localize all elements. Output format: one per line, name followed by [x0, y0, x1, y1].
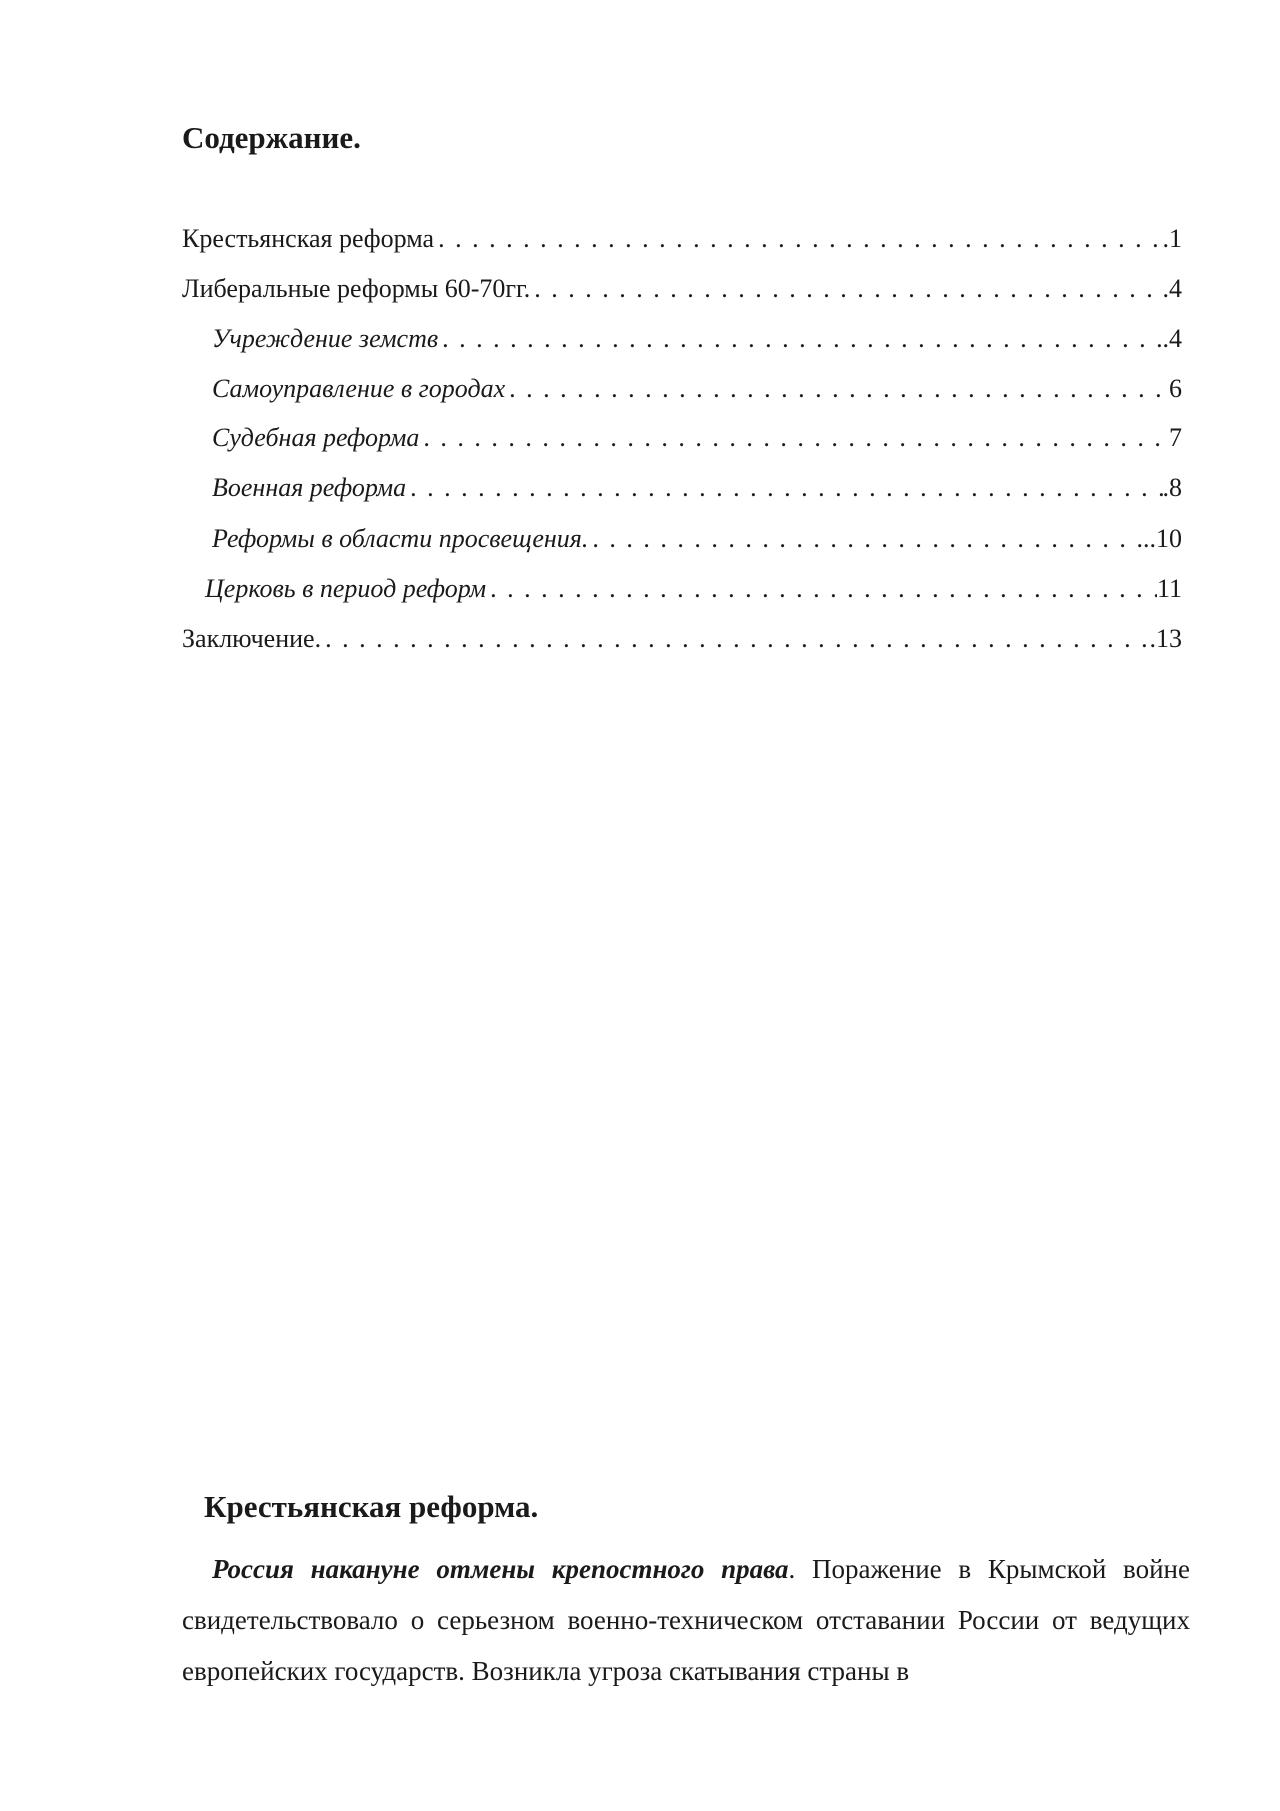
toc-entry-page: 11 — [1156, 574, 1182, 603]
toc-entry-label: Учреждение земств — [212, 324, 439, 353]
toc-dot-leader — [486, 572, 1157, 606]
toc-entry[interactable] — [182, 272, 1182, 306]
toc-dot-leader — [530, 272, 1162, 306]
toc-entry-label: Судебная реформа — [212, 423, 420, 452]
section-title: Крестьянская реформа. — [204, 1489, 539, 1524]
toc-entry-page: ...10 — [1136, 524, 1182, 553]
toc-entry-label: Самоуправление в городах — [212, 374, 506, 403]
toc-entry-page: 7 — [1169, 423, 1182, 452]
paragraph-text: . Поражение в Крымской войне свидетельствовало о серьезном военно-техническом отставании России от ведущих европейских государств. Возникла угроза скатывания страны в — [182, 1554, 1190, 1686]
toc-dot-leader — [438, 322, 1162, 356]
paragraph-lead: Россия накануне отмены крепостного права — [212, 1554, 789, 1584]
toc-dot-leader — [434, 222, 1162, 256]
toc-title: Содержание. — [182, 120, 361, 155]
section-paragraph — [182, 1544, 1190, 1697]
toc-entry-page: .4 — [1162, 274, 1182, 303]
toc-dot-leader — [588, 522, 1136, 556]
toc-entry-page: .4 — [1162, 324, 1182, 353]
toc-entry-label: Заключение. — [182, 624, 322, 653]
toc-subentry[interactable] — [212, 322, 1182, 356]
toc-entry-page: .13 — [1149, 624, 1182, 653]
toc-subentry[interactable] — [212, 372, 1182, 406]
toc-entry-label: Либеральные реформы 60-70гг. — [182, 274, 531, 303]
toc-entry-label: Крестьянская реформа — [182, 224, 435, 253]
toc-entry-label: Реформы в области просвещения. — [212, 524, 589, 553]
toc-subentry[interactable] — [205, 572, 1182, 606]
toc-dot-leader — [505, 372, 1169, 406]
toc-dot-leader — [406, 471, 1162, 505]
toc-dot-leader — [419, 421, 1169, 455]
toc-subentry[interactable] — [212, 471, 1182, 505]
toc-entry-page: 6 — [1169, 374, 1182, 403]
toc-entry-page: .8 — [1162, 473, 1182, 502]
toc-subentry[interactable] — [212, 421, 1182, 455]
toc-entry-label: Военная реформа — [212, 473, 407, 502]
toc-subentry[interactable] — [212, 522, 1182, 556]
toc-entry[interactable] — [182, 622, 1182, 656]
toc-dot-leader — [321, 622, 1149, 656]
toc-entry-label: Церковь в период реформ — [205, 574, 487, 603]
toc-entry[interactable] — [182, 222, 1182, 256]
toc-entry-page: .1 — [1162, 224, 1182, 253]
